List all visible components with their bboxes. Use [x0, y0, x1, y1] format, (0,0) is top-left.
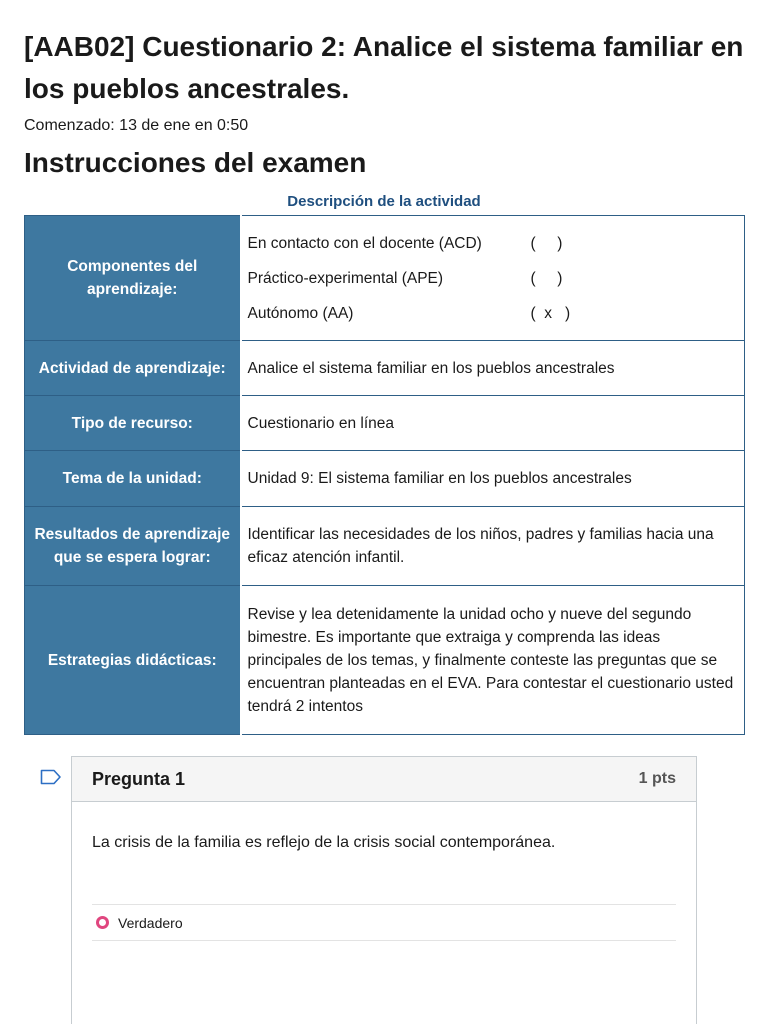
answer-option[interactable]: [92, 905, 676, 940]
row-label: Tipo de recurso:: [25, 396, 241, 451]
table-row: [25, 451, 745, 507]
question-card: [71, 756, 697, 1024]
component-name: En contacto con el docente (ACD): [247, 234, 482, 252]
component-item: [248, 226, 735, 261]
row-label: Componentes del aprendizaje:: [25, 216, 241, 341]
answer-list: [92, 904, 676, 941]
component-item: [248, 261, 735, 296]
table-row: [25, 396, 745, 451]
instructions-heading: Instrucciones del examen: [24, 147, 367, 178]
row-value: Cuestionario en línea: [241, 396, 745, 451]
table-row: [25, 341, 745, 396]
component-mark: ( x ): [530, 304, 571, 322]
answer-label: Verdadero: [118, 914, 183, 931]
row-value: Revise y lea detenidamente la unidad ocho y nueve del segundo bimestre. Es importante que extraiga y comprenda las ideas principales de los temas, y finalmente conteste las preguntas que se encuentran planteadas en el EVA. Para contestar el cuestionario usted tendrá 2 intentos: [241, 586, 745, 735]
row-label: Tema de la unidad:: [25, 451, 241, 507]
component-name: Autónomo (AA): [247, 304, 354, 322]
component-item: [248, 296, 735, 331]
question-body: [72, 802, 696, 941]
question-header: [72, 757, 696, 802]
bookmark-flag-icon[interactable]: [40, 769, 62, 785]
component-mark: ( ): [530, 234, 563, 252]
row-value: Analice el sistema familiar en los pueblos ancestrales: [241, 341, 745, 396]
question-text: La crisis de la familia es reflejo de la crisis social contemporánea.: [92, 834, 556, 851]
component-mark: ( ): [530, 269, 563, 287]
row-value: Unidad 9: El sistema familiar en los pueblos ancestrales: [241, 451, 745, 507]
question-points: 1 pts: [638, 770, 676, 787]
component-name: Práctico-experimental (APE): [247, 269, 444, 287]
row-label: Estrategias didácticas:: [25, 586, 241, 735]
quiz-title: [AAB02] Cuestionario 2: Analice el sistema familiar en los pueblos ancestrales.: [24, 31, 744, 104]
table-row: [25, 586, 745, 735]
radio-button[interactable]: [96, 916, 109, 929]
question-name: Pregunta 1: [92, 768, 186, 789]
row-label: Resultados de aprendizaje que se espera lograr:: [25, 507, 241, 586]
row-value: Identificar las necesidades de los niños, padres y familias hacia una eficaz atención infantil.: [241, 507, 745, 586]
activity-table: [24, 215, 745, 735]
started-timestamp: Comenzado: 13 de ene en 0:50: [24, 117, 249, 134]
table-row: [25, 507, 745, 586]
components-cell: [241, 216, 745, 341]
table-row: [25, 216, 745, 341]
table-caption: Descripción de la actividad: [287, 193, 481, 210]
row-label: Actividad de aprendizaje:: [25, 341, 241, 396]
